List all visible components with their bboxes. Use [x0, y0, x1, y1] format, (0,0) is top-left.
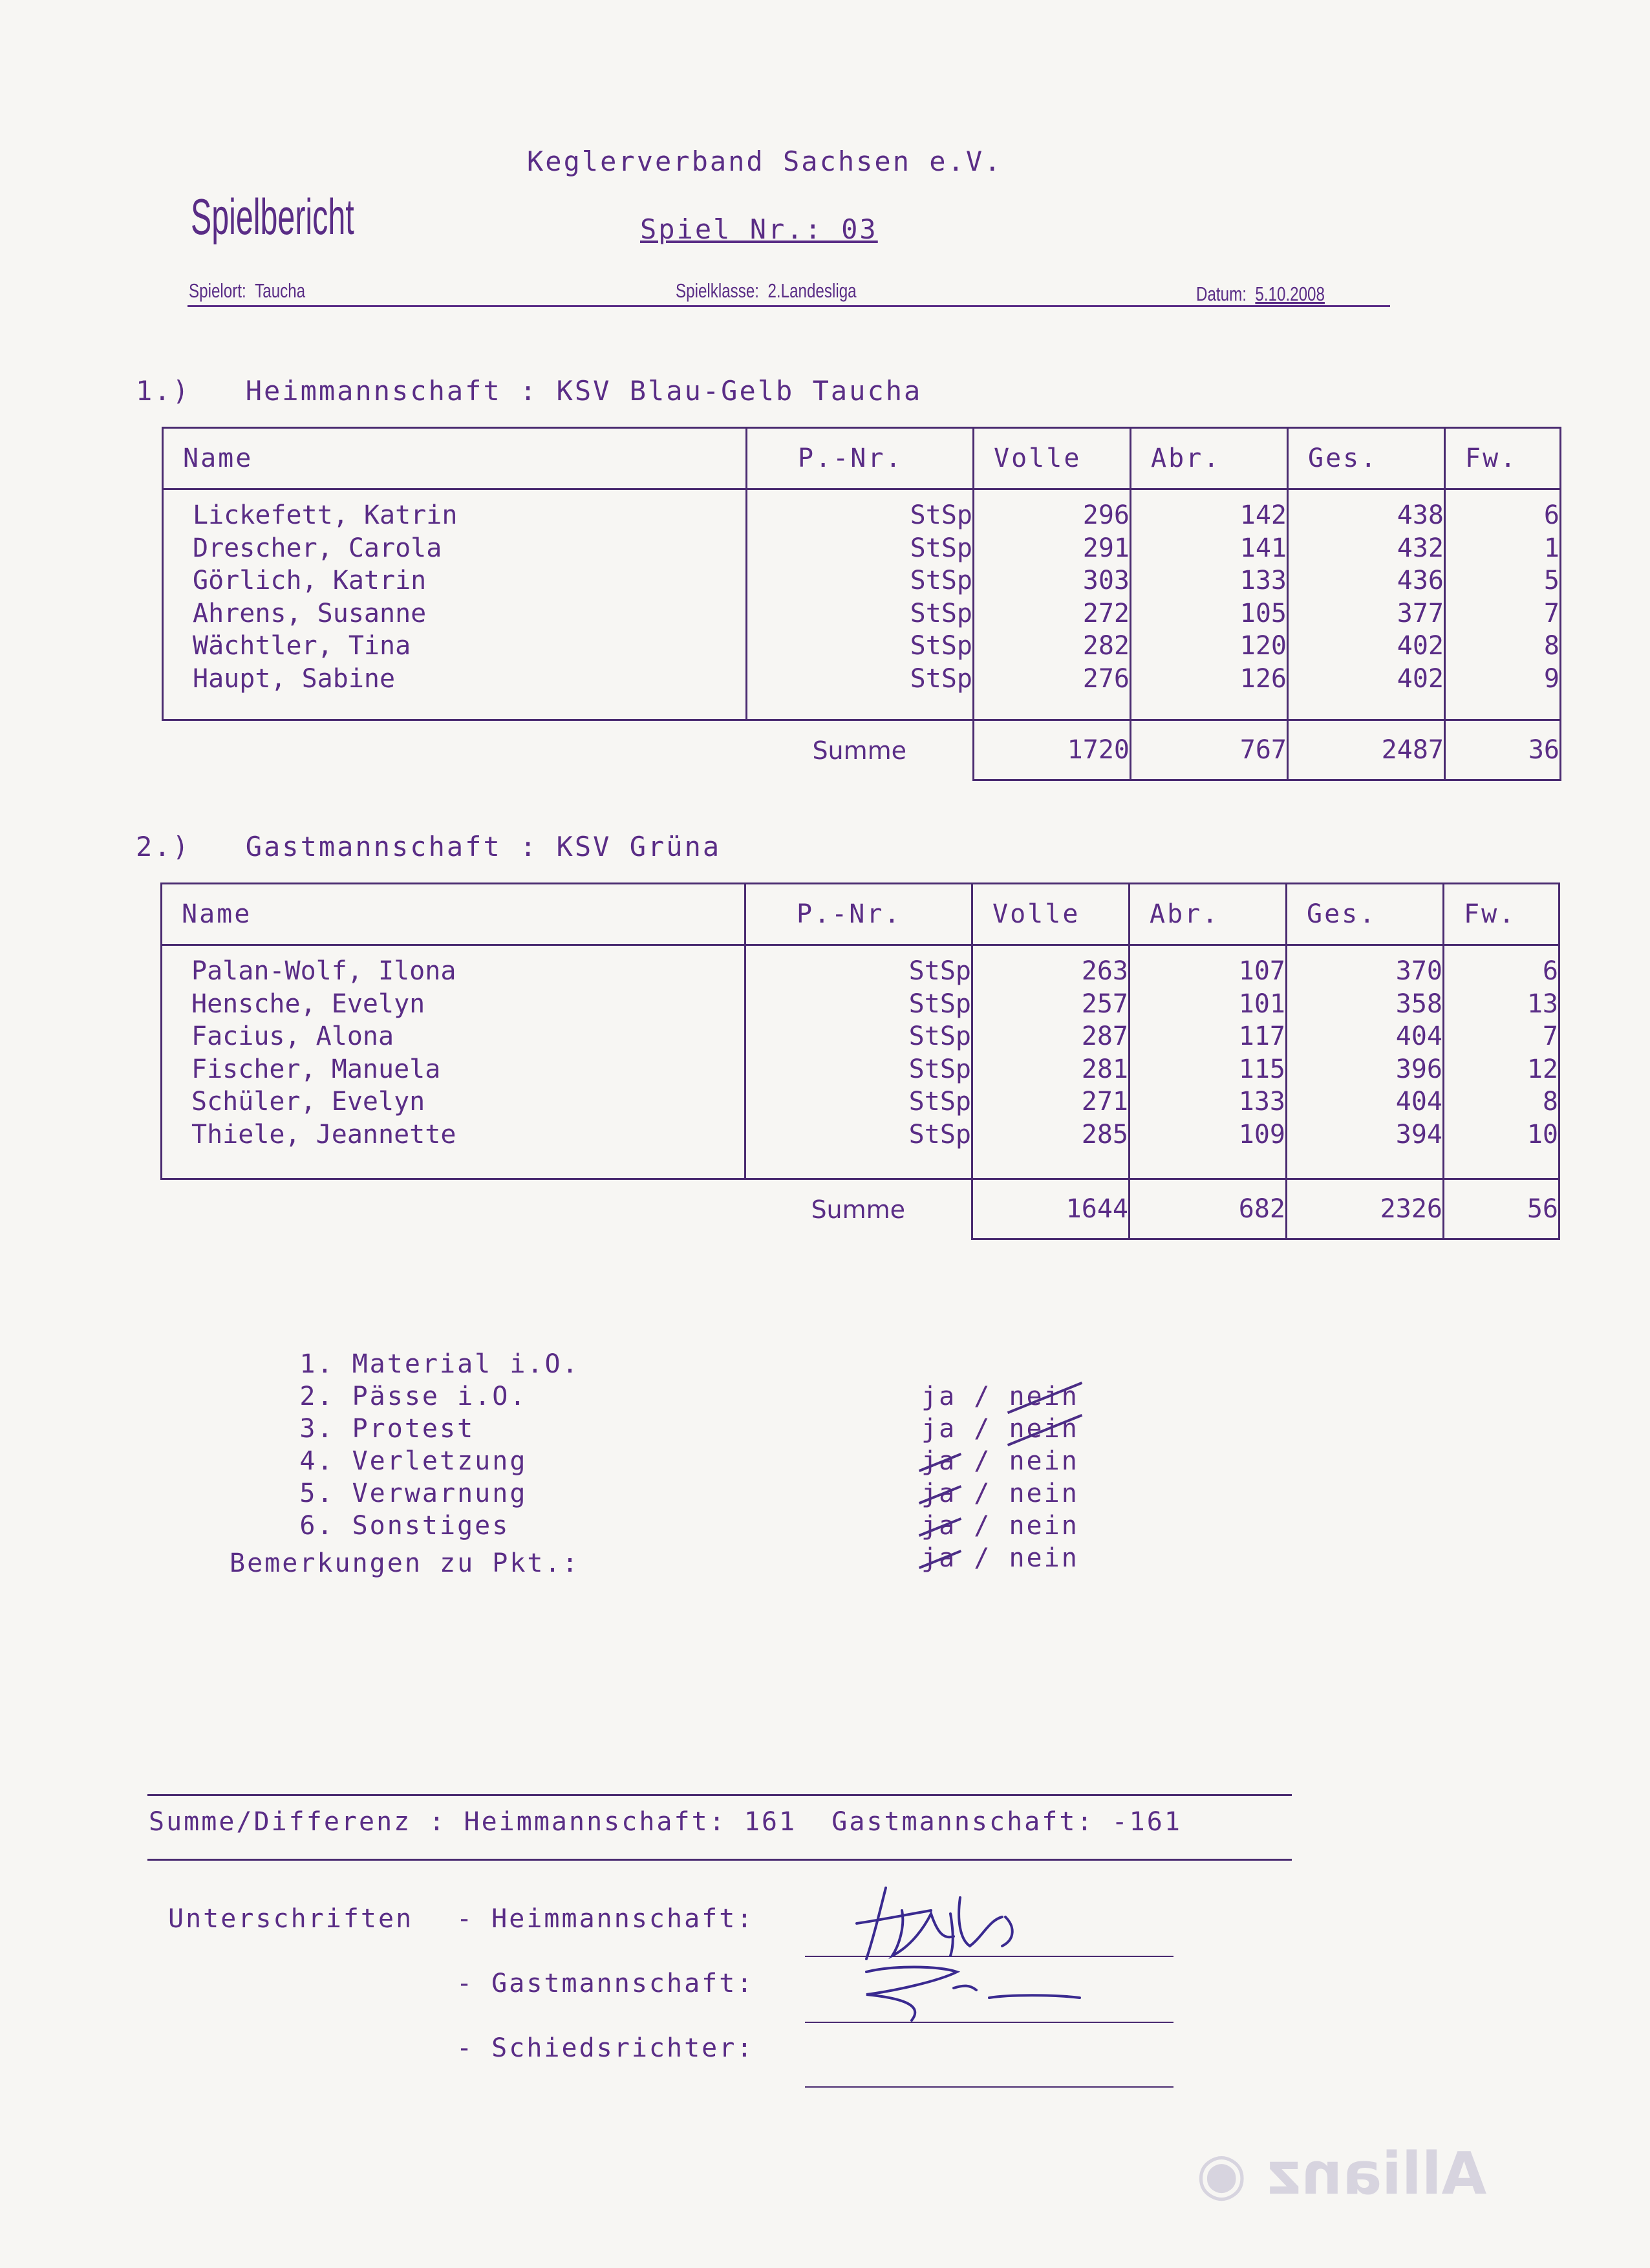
player-name: Palan-Wolf, Ilona — [191, 956, 456, 986]
struck-option: nein — [1009, 1382, 1079, 1411]
guest-sum-volle: 1644 — [972, 1179, 1130, 1239]
check-choice: ja / nein — [921, 1382, 1079, 1411]
player-name: Hensche, Evelyn — [191, 989, 425, 1019]
organization-name: Keglerverband Sachsen e.V. — [527, 145, 1003, 177]
player-abr: 115 — [1238, 1054, 1285, 1084]
col-volle: Volle — [972, 884, 1130, 945]
signature-home-stroke — [857, 1888, 1012, 1959]
struck-option: nein — [1009, 1414, 1079, 1444]
player-abr: 109 — [1238, 1119, 1285, 1150]
guest-volle — [972, 945, 1130, 1179]
player-name: Fischer, Manuela — [191, 1054, 441, 1084]
player-abr: 126 — [1239, 663, 1287, 694]
player-pnr: StSp — [910, 566, 972, 595]
guest-fw — [1444, 945, 1559, 1179]
venue-value: Taucha — [255, 279, 306, 302]
class-value: 2.Landesliga — [767, 279, 857, 302]
player-abr: 133 — [1238, 1087, 1285, 1117]
home-sum-volle: 1720 — [974, 720, 1131, 780]
difference-guest-value: -161 — [1111, 1807, 1182, 1837]
player-fw: 7 — [1543, 598, 1559, 628]
difference-line — [149, 1807, 1182, 1837]
guest-sum-ges: 2326 — [1287, 1179, 1444, 1239]
player-fw: 12 — [1527, 1054, 1558, 1084]
col-pnr: P.-Nr. — [745, 884, 972, 945]
col-ges: Ges. — [1288, 428, 1445, 489]
col-name: Name — [162, 884, 745, 945]
difference-label: Summe/Differenz : — [149, 1807, 447, 1837]
home-sum-label: Summe — [812, 736, 907, 765]
guest-section-heading — [136, 831, 721, 862]
player-abr: 133 — [1239, 566, 1287, 595]
player-ges: 438 — [1397, 500, 1444, 530]
player-pnr: StSp — [910, 533, 972, 563]
player-fw: 13 — [1527, 989, 1558, 1019]
player-name: Schüler, Evelyn — [191, 1087, 425, 1117]
player-abr: 101 — [1238, 989, 1285, 1019]
player-fw: 8 — [1543, 631, 1559, 661]
difference-guest-label: Gastmannschaft: — [831, 1807, 1095, 1837]
player-pnr: StSp — [908, 1119, 971, 1150]
player-name: Facius, Alona — [191, 1022, 394, 1051]
player-abr: 107 — [1238, 956, 1285, 986]
signatures-label: Unterschriften — [168, 1904, 414, 1934]
game-number: Spiel Nr.: 03 — [640, 213, 878, 245]
guest-score-table — [160, 883, 1560, 1240]
home-pnr — [747, 489, 974, 720]
check-label: 3. Protest — [299, 1414, 475, 1444]
player-ges: 402 — [1397, 663, 1444, 694]
struck-option: ja — [921, 1543, 957, 1573]
player-pnr: StSp — [908, 1054, 971, 1084]
home-table-header — [163, 428, 1561, 489]
player-name: Görlich, Katrin — [193, 566, 427, 595]
player-ges: 394 — [1395, 1119, 1442, 1150]
player-pnr: StSp — [910, 631, 972, 661]
home-abr — [1131, 489, 1288, 720]
home-ges — [1288, 489, 1445, 720]
guest-abr — [1130, 945, 1287, 1179]
player-fw: 9 — [1543, 663, 1559, 694]
check-label: 1. Material i.O. — [299, 1349, 580, 1379]
player-name: Lickefett, Katrin — [193, 500, 458, 530]
struck-option: ja — [921, 1511, 957, 1541]
player-pnr: StSp — [908, 1087, 971, 1117]
player-ges: 377 — [1397, 598, 1444, 628]
home-fw — [1445, 489, 1561, 720]
player-ges: 358 — [1395, 989, 1442, 1019]
signature-line-referee — [805, 2086, 1173, 2088]
home-players — [163, 489, 1561, 720]
col-fw: Fw. — [1444, 884, 1559, 945]
player-name: Haupt, Sabine — [193, 663, 396, 694]
watermark-text: Allianz — [1267, 2140, 1487, 2208]
player-pnr: StSp — [910, 663, 972, 694]
check-label: 4. Verletzung — [299, 1446, 528, 1476]
check-choice: ja / nein — [921, 1511, 1079, 1541]
player-name: Ahrens, Susanne — [193, 598, 427, 628]
player-pnr: StSp — [908, 1022, 971, 1051]
col-ges: Ges. — [1287, 884, 1444, 945]
venue-field — [189, 279, 305, 303]
difference-bottom-rule — [147, 1859, 1292, 1861]
home-section-number: 1.) — [136, 375, 191, 407]
player-ges: 370 — [1395, 956, 1442, 986]
player-pnr: StSp — [910, 598, 972, 628]
home-sum-ges: 2487 — [1288, 720, 1445, 780]
player-pnr: StSp — [908, 989, 971, 1019]
player-volle: 287 — [1081, 1022, 1128, 1051]
player-volle: 282 — [1082, 631, 1130, 661]
guest-sum-fw: 56 — [1444, 1179, 1559, 1239]
player-fw: 6 — [1542, 956, 1558, 986]
player-volle: 272 — [1082, 598, 1130, 628]
player-name: Drescher, Carola — [193, 533, 442, 563]
difference-home-label: Heimmannschaft: — [464, 1807, 727, 1837]
player-ges: 404 — [1395, 1087, 1442, 1117]
date-field — [1196, 283, 1325, 306]
player-volle: 257 — [1081, 989, 1128, 1019]
home-score-table — [162, 427, 1561, 781]
check-choice: ja / nein — [921, 1446, 1079, 1476]
guest-names — [162, 945, 745, 1179]
player-pnr: StSp — [910, 500, 972, 530]
player-abr: 120 — [1239, 631, 1287, 661]
guest-sum-abr: 682 — [1130, 1179, 1287, 1239]
difference-home-value: 161 — [744, 1807, 797, 1837]
player-fw: 8 — [1542, 1087, 1558, 1117]
home-sum-fw: 36 — [1445, 720, 1561, 780]
guest-team-heading: Gastmannschaft : KSV Grüna — [245, 831, 722, 862]
guest-pnr — [745, 945, 972, 1179]
date-value: 5.10.2008 — [1255, 283, 1325, 305]
check-label: 5. Verwarnung — [299, 1479, 528, 1508]
player-pnr: StSp — [908, 956, 971, 986]
date-label: Datum: — [1196, 283, 1247, 305]
player-volle: 271 — [1081, 1087, 1128, 1117]
player-fw: 5 — [1543, 566, 1559, 595]
player-volle: 276 — [1082, 663, 1130, 694]
player-fw: 1 — [1543, 533, 1559, 563]
allianz-logo-icon: ◉ — [1196, 2140, 1247, 2208]
guest-players — [162, 945, 1559, 1179]
venue-label: Spielort: — [189, 279, 246, 302]
difference-top-rule — [147, 1794, 1292, 1796]
check-choice: ja / nein — [921, 1543, 1079, 1573]
check-label: 6. Sonstiges — [299, 1511, 510, 1541]
signature-guest-label: - Gastmannschaft: — [456, 1969, 755, 1998]
guest-sum-row — [162, 1179, 1559, 1239]
col-pnr: P.-Nr. — [747, 428, 974, 489]
guest-ges — [1287, 945, 1444, 1179]
player-abr: 142 — [1239, 500, 1287, 530]
player-volle: 281 — [1081, 1054, 1128, 1084]
player-fw: 10 — [1527, 1119, 1558, 1150]
player-fw: 6 — [1543, 500, 1559, 530]
player-volle: 296 — [1082, 500, 1130, 530]
allianz-watermark — [1196, 2140, 1486, 2208]
home-section-heading — [136, 375, 922, 407]
guest-table-header — [162, 884, 1559, 945]
player-volle: 285 — [1081, 1119, 1128, 1150]
player-ges: 402 — [1397, 631, 1444, 661]
player-volle: 263 — [1081, 956, 1128, 986]
col-fw: Fw. — [1445, 428, 1561, 489]
header-divider — [188, 305, 1390, 307]
col-volle: Volle — [974, 428, 1131, 489]
player-abr: 105 — [1239, 598, 1287, 628]
home-sum-abr: 767 — [1131, 720, 1288, 780]
home-sum-row — [163, 720, 1561, 780]
struck-option: ja — [921, 1446, 957, 1476]
player-abr: 117 — [1238, 1022, 1285, 1051]
document-title: Spielbericht — [191, 188, 354, 245]
home-names — [163, 489, 747, 720]
player-volle: 303 — [1082, 566, 1130, 595]
signature-home-label: - Heimmannschaft: — [456, 1904, 755, 1934]
home-volle — [974, 489, 1131, 720]
player-fw: 7 — [1542, 1022, 1558, 1051]
player-ges: 396 — [1395, 1054, 1442, 1084]
class-label: Spielklasse: — [676, 279, 760, 302]
struck-option: ja — [921, 1479, 957, 1508]
home-team-heading: Heimmannschaft : KSV Blau-Gelb Taucha — [245, 375, 923, 407]
player-abr: 141 — [1239, 533, 1287, 563]
col-abr: Abr. — [1131, 428, 1288, 489]
signature-guest-stroke — [866, 1967, 1080, 2021]
check-choice: ja / nein — [921, 1479, 1079, 1508]
check-label: 2. Pässe i.O. — [299, 1382, 528, 1411]
guest-sum-label: Summe — [811, 1195, 906, 1224]
player-name: Wächtler, Tina — [193, 631, 411, 661]
remarks-label: Bemerkungen zu Pkt.: — [230, 1548, 580, 1578]
handwritten-signatures — [841, 1875, 1112, 2030]
player-ges: 432 — [1397, 533, 1444, 563]
signature-referee-label: - Schiedsrichter: — [456, 2033, 755, 2063]
player-ges: 404 — [1395, 1022, 1442, 1051]
guest-section-number: 2.) — [136, 831, 191, 862]
col-abr: Abr. — [1130, 884, 1287, 945]
col-name: Name — [163, 428, 747, 489]
player-volle: 291 — [1082, 533, 1130, 563]
player-name: Thiele, Jeannette — [191, 1119, 456, 1150]
player-ges: 436 — [1397, 566, 1444, 595]
check-choice: ja / nein — [921, 1414, 1079, 1444]
class-field — [676, 279, 857, 303]
